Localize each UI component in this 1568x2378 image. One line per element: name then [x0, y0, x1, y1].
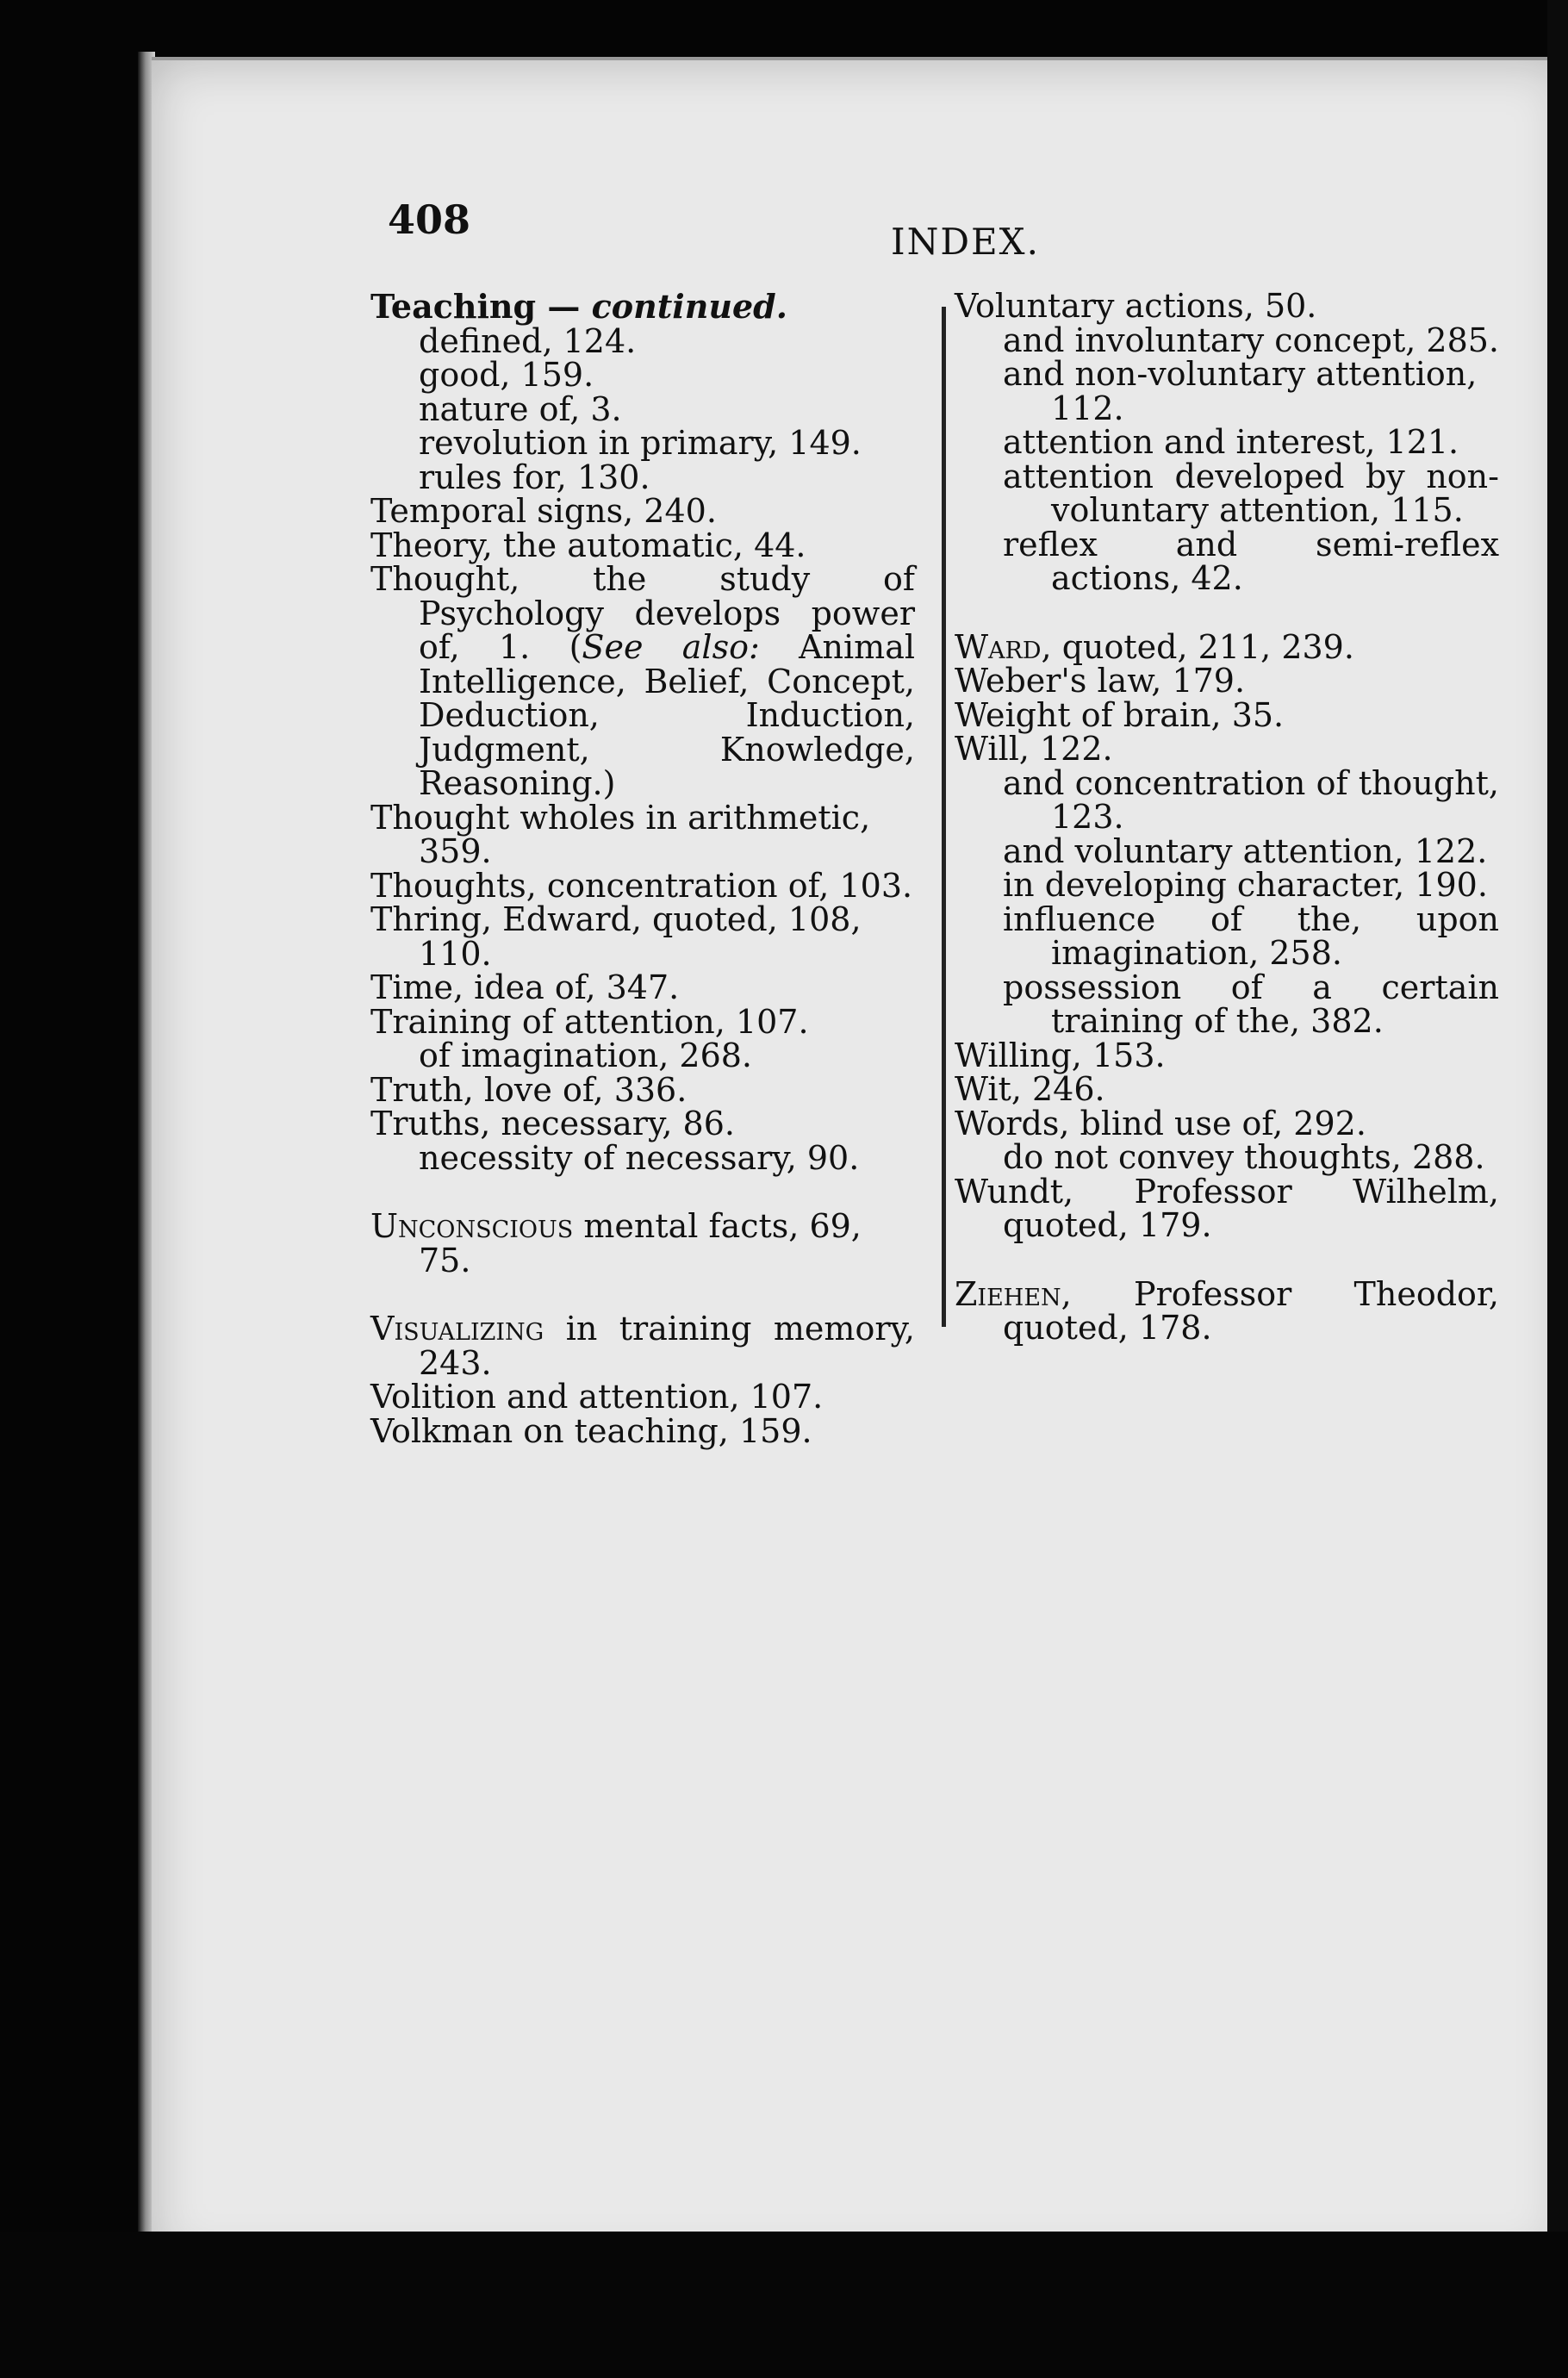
index-entry — [955, 627, 1499, 666]
index-subentry: of imagination, 268. — [419, 1036, 753, 1074]
index-entry: Theory, the automatic, 44. — [370, 526, 806, 564]
index-entry: Training of attention, 107. — [370, 1002, 809, 1041]
index-subentry: defined, 124. — [419, 321, 637, 360]
index-subentry: and voluntary attention, 122. — [1003, 831, 1488, 870]
index-subentry: attention developed by non-voluntary attention, 115. — [1003, 457, 1499, 529]
index-entry — [370, 1312, 915, 1380]
scan-border-right — [1547, 0, 1568, 2378]
index-subentry: influence of the, upon imagination, 258. — [1003, 900, 1499, 972]
index-entry: Volition and attention, 107. — [370, 1378, 824, 1416]
index-subentry: good, 159. — [419, 356, 594, 394]
entry-text-part: Unconscious — [370, 1207, 574, 1245]
index-subentry: revolution in primary, 149. — [419, 424, 862, 462]
index-entry: Wit, 246. — [955, 1070, 1105, 1108]
index-entry — [370, 1207, 915, 1279]
index-subentry: necessity of necessary, 90. — [419, 1138, 860, 1177]
running-head: INDEX. — [891, 221, 1040, 263]
entry-text-part: Ward — [955, 627, 1042, 666]
section-gap — [955, 1243, 1499, 1278]
entry-text-part: continued. — [580, 287, 787, 326]
page-number: 408 — [388, 196, 471, 243]
index-entry — [370, 560, 916, 802]
index-entry: Weight of brain, 35. — [955, 695, 1285, 734]
index-subentry: attention and interest, 121. — [1003, 423, 1459, 461]
section-gap — [370, 1175, 915, 1210]
entry-text-part: , Professor Theodor, quoted, 178. — [1003, 1274, 1499, 1347]
section-gap — [370, 1278, 915, 1312]
index-entry: Truth, love of, 336. — [370, 1070, 688, 1109]
index-entry: Thoughts, concentration of, 103. — [370, 866, 913, 905]
entry-text-part: mental facts, 69, 75. — [419, 1207, 862, 1279]
entry-text-part: , quoted, 211, 239. — [1041, 627, 1354, 666]
index-subentry: rules for, 130. — [419, 458, 650, 496]
index-heading — [370, 289, 915, 325]
index-entry: Volkman on teaching, 159. — [370, 1411, 812, 1450]
index-entry: Temporal signs, 240. — [370, 492, 717, 530]
index-entry: Words, blind use of, 292. — [955, 1104, 1366, 1142]
index-entry — [955, 1274, 1499, 1347]
index-column-right — [955, 289, 1499, 1346]
index-subentry: reflex and semi-reflex actions, 42. — [1003, 525, 1499, 597]
scan-border-bottom — [0, 2232, 1568, 2378]
index-entry: Willing, 153. — [955, 1036, 1166, 1074]
index-subentry: possession of a certain training of the, 382. — [1003, 968, 1499, 1040]
entry-text-part: in training memory, 243. — [419, 1310, 915, 1382]
index-entry: Wundt, Professor Wilhelm, quoted, 179. — [955, 1172, 1499, 1244]
column-divider — [942, 307, 946, 1327]
entry-text-part: Animal Intelligence, Belief, Concept, Deduction, Induction, Judgment, Knowledge, Reasoning.) — [419, 628, 916, 802]
index-subentry: nature of, 3. — [419, 389, 622, 428]
entry-text-part: Ziehen — [955, 1274, 1061, 1313]
entry-text-part: Teaching — — [370, 287, 581, 326]
index-subentry: do not convey thoughts, 288. — [1003, 1138, 1485, 1176]
index-entry: Thought wholes in arithmetic, 359. — [370, 798, 871, 870]
section-gap — [955, 596, 1499, 631]
index-entry: Truths, necessary, 86. — [370, 1105, 735, 1142]
index-column-left — [370, 289, 915, 1448]
entry-text-part: Thought, the study of Psychology develops power of, 1. ( — [370, 560, 915, 666]
entry-text-part: Visualizing — [370, 1310, 544, 1348]
index-entry: Weber's law, 179. — [955, 662, 1246, 700]
index-subentry: and involuntary concept, 285. — [1003, 321, 1500, 359]
index-entry: Thring, Edward, quoted, 108, 110. — [370, 900, 862, 973]
index-subentry: and non-voluntary attention, 112. — [1003, 355, 1478, 427]
index-entry: Time, idea of, 347. — [370, 968, 680, 1006]
index-subentry: in developing character, 190. — [1003, 866, 1488, 904]
entry-text-part: See also: — [582, 628, 760, 666]
index-entry: Voluntary actions, 50. — [955, 287, 1317, 325]
index-entry: Will, 122. — [955, 730, 1113, 768]
index-subentry: and concentration of thought, 123. — [1003, 763, 1499, 836]
